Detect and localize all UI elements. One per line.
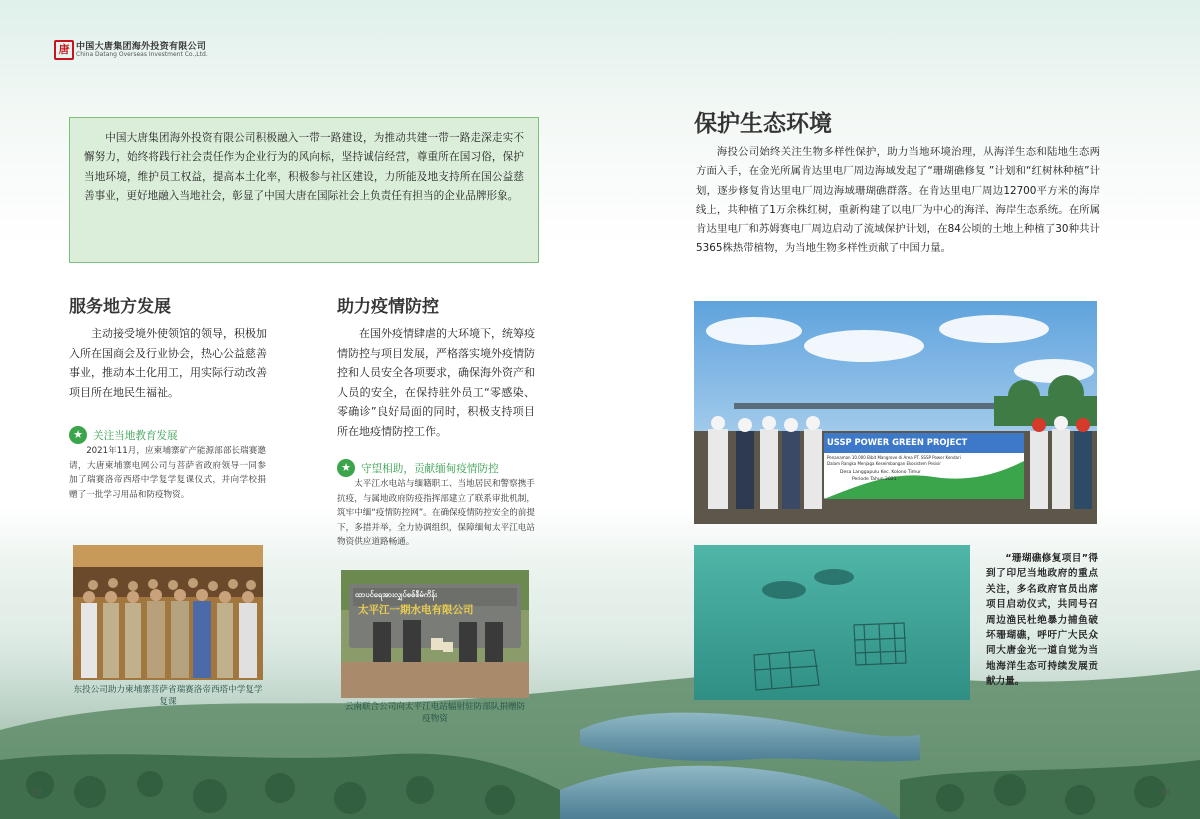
- coral-caption: “珊瑚礁修复项目”得到了印尼当地政府的重点关注，多名政府官员出席项目启动仪式，共同号召周边渔民杜绝暴力捕鱼破坏珊瑚礁，呼吁广大民众同大唐金光一道自觉为当地海洋生态可持续发展贡献力量。: [986, 553, 1098, 688]
- banner-line4: Periode Tahun 2021: [852, 477, 897, 482]
- service-subheading: [69, 426, 178, 444]
- banner-line3: Desa Langgapulu Kec. Kolono Timur: [840, 470, 921, 475]
- service-sub-body: 2021年11月，应柬埔寨矿产能源部部长瑞赛邀请，大唐柬埔寨电网公司与菩萨省政府领导一同参加了瑞赛洛帝西塔中学复学复课仪式，并向学校捐赠了一批学习用品和防疫物资。: [69, 446, 266, 500]
- epidemic-body: 在国外疫情肆虐的大环境下，统筹疫情防控与项目发展，严格落实境外疫情防控和人员安全各项要求，确保海外资产和人员的安全，在保持驻外员工“零感染、零确诊”良好局面的同时，积极支持项目所在地疫情防控工作。: [337, 327, 535, 438]
- school-ceremony-photo: [73, 545, 263, 680]
- sign-burmese-text: ထာပင်ရေအားလျှပ်စစ်စီမံကိန်း: [355, 590, 437, 599]
- star-icon: ★: [337, 459, 355, 477]
- sign-cn-text: 太平江一期水电有限公司: [358, 604, 474, 616]
- epidemic-subheading: [337, 459, 499, 477]
- banner-line1: Penanaman 10.000 Bibit Mangrove di Area PT. SSSP Power Kendari: [827, 455, 961, 460]
- company-name-cn: 中国大唐集团海外投资有限公司: [76, 42, 207, 52]
- page-number-right: 38: [1160, 788, 1171, 797]
- intro-box: [69, 117, 539, 263]
- service-title: 服务地方发展: [69, 297, 171, 317]
- donation-photo-caption: 云南联合公司向太平江电站辐射驻防部队捐赠防疫物资: [344, 702, 526, 724]
- epidemic-sub-body: 太平江水电站与缅籍职工、当地居民和警察携手抗疫，与属地政府防疫指挥部建立了联系审批机制，筑牢中缅“疫情防控网”。在确保疫情防控安全的前提下，多措并举，全力协调组织，保障缅甸太平江电站物资供应道路畅通。: [337, 479, 535, 548]
- mangrove-group-photo: [694, 301, 1097, 524]
- company-name-en: China Datang Overseas Investment Co.,Ltd.: [76, 51, 208, 58]
- intro-text: 中国大唐集团海外投资有限公司积极融入一带一路建设，为推动共建一带一路走深走实不懈努力，始终将践行社会责任作为企业行为的风向标，坚持诚信经营，尊重所在国习俗，保护当地环境，维护员工权益，提高本土化率，积极参与社区建设，力所能及地支持所在国公益慈善事业，更好地融入当地社会，彰显了中国大唐在国际社会上负责任有担当的企业品牌形象。: [84, 132, 524, 203]
- epidemic-title: 助力疫情防控: [337, 297, 439, 317]
- ecology-body: 海投公司始终关注生物多样性保护，助力当地环境治理，从海洋生态和陆地生态两方面入手，在金光所属肯达里电厂周边海域发起了“珊瑚礁修复 ”计划和“红树林种植”计划，逐步修复肯达里电厂周边海域珊瑚礁群落。在肯达里电厂周边12700平方米的海岸线上，共种植了1万余株红树，重新构建了以电厂为中心的海洋、海岸生态系统。在所属肯达里电厂和苏姆赛电厂周边启动了流域保护计划，在84公顷的土地上种植了30种共计5365株热带植物，为当地生物多样性贡献了中国力量。: [696, 146, 1100, 255]
- banner-line2: Dalam Rangka Menjaga Keseimbangan Ekosistem Pesisir: [827, 461, 941, 466]
- banner-title: USSP POWER GREEN PROJECT: [827, 437, 968, 447]
- ecology-title: 保护生态环境: [694, 111, 832, 137]
- star-icon: ★: [69, 426, 87, 444]
- company-logo-icon: 唐: [54, 40, 74, 60]
- service-sub-title: 关注当地教育发展: [93, 429, 178, 442]
- epidemic-sub-title: 守望相助，贡献缅甸疫情防控: [361, 462, 499, 475]
- school-photo-caption: 东投公司助力柬埔寨菩萨省瑞赛洛帝西塔中学复学复课: [73, 685, 263, 707]
- service-body: 主动接受境外使领馆的领导，积极加入所在国商会及行业协会，热心公益慈善事业，推动本土化用工，用实际行动改善项目所在地民生福祉。: [69, 327, 267, 399]
- page-number-left: 37: [32, 788, 43, 797]
- coral-reef-photo: [694, 545, 970, 700]
